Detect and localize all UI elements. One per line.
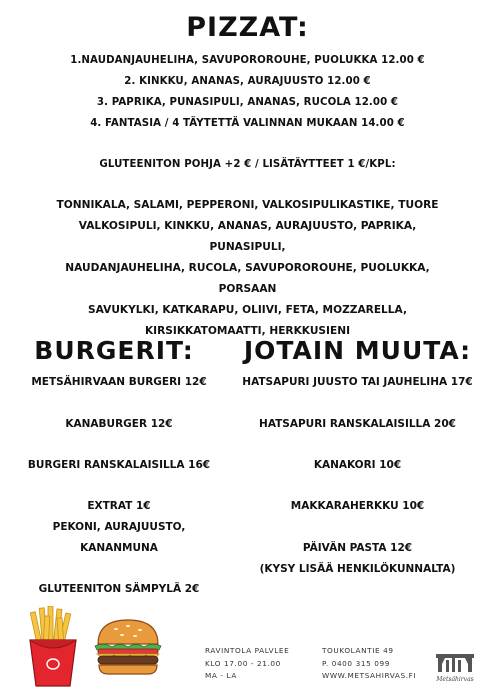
metsahirvas-logo bbox=[432, 650, 478, 684]
footer-hours bbox=[205, 645, 315, 683]
fries-icon bbox=[22, 606, 84, 688]
muuta-item-2: HATSAPURI RANSKALAISILLA 20€ bbox=[259, 418, 456, 430]
muuta-item-5-note: (KYSY LISÄÄ HENKILÖKUNNALTA) bbox=[259, 563, 456, 575]
toppings-line: KIRSIKKATOMAATTI, HERKKUSIENI bbox=[144, 325, 351, 337]
muuta-item-1: HATSAPURI JUUSTO TAI JAUHELIHA 17€ bbox=[242, 376, 473, 388]
burger-item-1: METSÄHIRVAAN BURGERI 12€ bbox=[31, 376, 207, 388]
burger-extras-title: EXTRAT 1€ bbox=[87, 500, 151, 512]
logo-text: Metsähirvas bbox=[436, 676, 474, 683]
burgerit-title: BURGERIT: bbox=[34, 336, 194, 365]
pizza-item-1: 1.NAUDANJAUHELIHA, SAVUPOROROUHE, PUOLUKKA 12.00 € bbox=[70, 55, 425, 66]
pizza-item-3: 3. PAPRIKA, PUNASIPULI, ANANAS, RUCOLA 12.00 € bbox=[96, 97, 399, 108]
pizza-item-2: 2. KINKKU, ANANAS, AURAJUUSTO 12.00 € bbox=[124, 76, 371, 87]
footer-line: WWW.METSAHIRVAS.FI bbox=[322, 671, 417, 680]
footer-line: P. 0400 315 099 bbox=[322, 658, 390, 668]
footer-line: RAVINTOLA PALVLEE bbox=[205, 646, 290, 655]
toppings-line: SAVUKYLKI, KATKARAPU, OLIIVI, FETA, MOZZARELLA, bbox=[88, 304, 407, 316]
burger-item-2: KANABURGER 12€ bbox=[65, 418, 173, 430]
footer-line: MA - LA bbox=[205, 671, 237, 680]
pizzat-title: PIZZAT: bbox=[186, 12, 309, 43]
footer-line: KLO 17.00 - 21.00 bbox=[205, 658, 281, 668]
footer-line: TOUKOLANTIE 49 bbox=[322, 646, 394, 655]
footer-contact bbox=[322, 645, 432, 683]
muuta-item-3: KANAKORI 10€ bbox=[313, 459, 402, 471]
toppings-list bbox=[40, 195, 455, 342]
toppings-line: VALKOSIPULI, KINKKU, ANANAS, AURAJUUSTO, PAPRIKA, PUNASIPULI, bbox=[78, 220, 417, 253]
pizza-extras: GLUTEENITON POHJA +2 € / LISÄTÄYTTEET 1 €/KPL: bbox=[99, 159, 396, 170]
burger-icon bbox=[92, 616, 164, 678]
jotain-muuta-title: JOTAIN MUUTA: bbox=[243, 336, 472, 365]
toppings-line: TONNIKALA, SALAMI, PEPPERONI, VALKOSIPULIKASTIKE, TUORE bbox=[56, 199, 439, 211]
muuta-item-4: MAKKARAHERKKU 10€ bbox=[290, 500, 425, 512]
burger-item-3: BURGERI RANSKALAISILLA 16€ bbox=[27, 459, 211, 471]
pizza-item-4: 4. FANTASIA / 4 TÄYTETTÄ VALINNAN MUKAAN 14.00 € bbox=[90, 118, 405, 129]
toppings-line: NAUDANJAUHELIHA, RUCOLA, SAVUPOROROUHE, PUOLUKKA, PORSAAN bbox=[65, 262, 430, 295]
burger-item-glutenfree: GLUTEENITON SÄMPYLÄ 2€ bbox=[38, 583, 200, 595]
burger-extras-line: KANANMUNA bbox=[80, 542, 158, 554]
muuta-item-5: PÄIVÄN PASTA 12€ bbox=[302, 542, 413, 554]
burger-extras-line: PEKONI, AURAJUUSTO, bbox=[52, 521, 186, 533]
